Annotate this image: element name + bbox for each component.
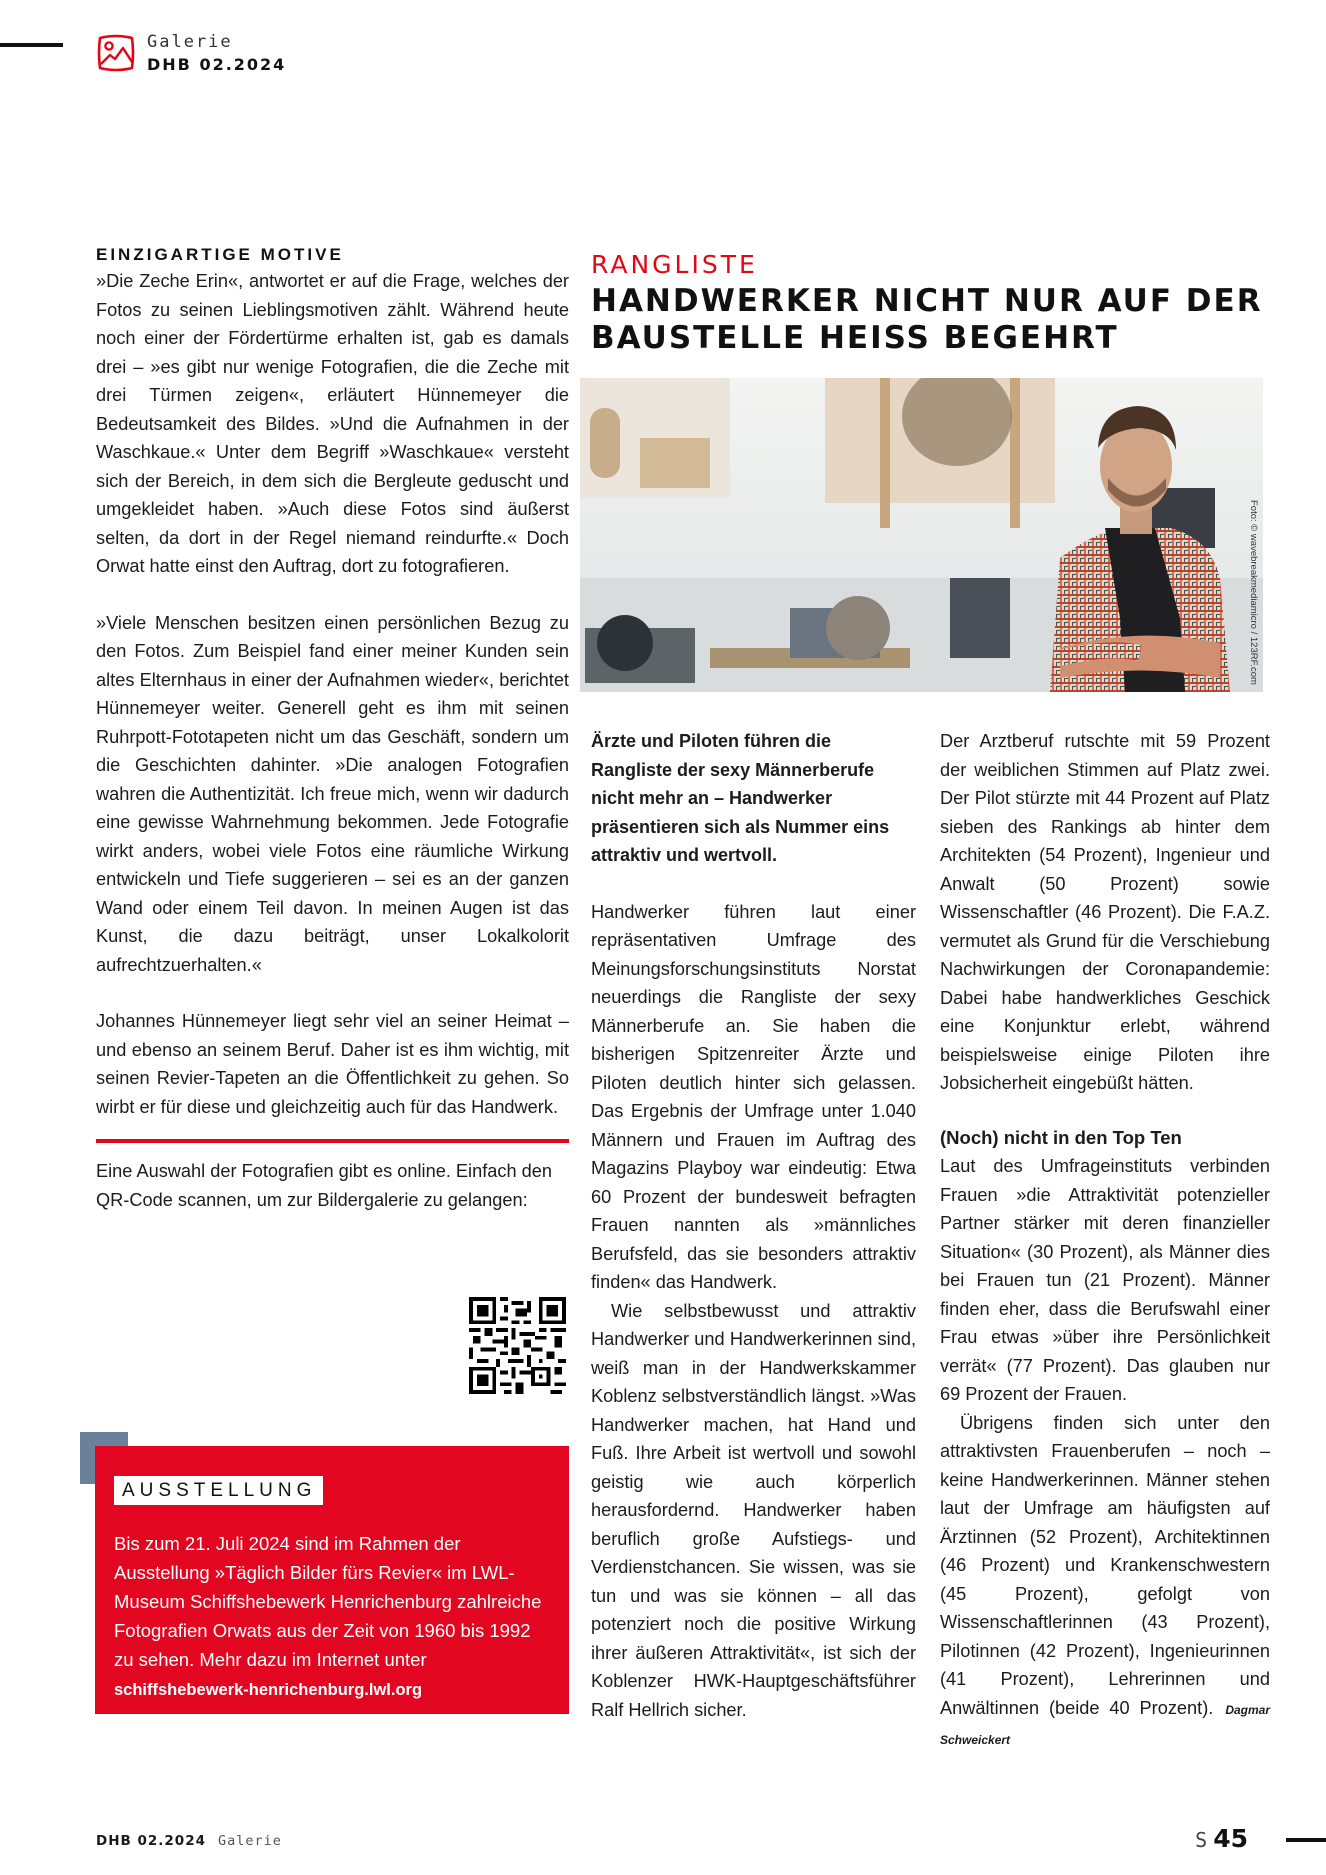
article-headline: HANDWERKER NICHT NUR AUF DER BAUSTELLE HEISS BEGEHRT [591,283,1263,356]
exhibition-link[interactable]: schiffshebewerk-henrichenburg.lwl.org [114,1681,423,1699]
exhibition-box [95,1446,569,1714]
page-footer-left [96,1833,282,1849]
bottom-right-rule [1286,1838,1326,1842]
exhibition-tag: AUSSTELLUNG [114,1476,323,1505]
image-gallery-icon [95,32,137,74]
article-byline: Dagmar Schweickert [940,1702,1270,1747]
qr-note: Eine Auswahl der Fotografien gibt es online. Einfach den QR-Code scannen, um zur Bildergalerie zu gelangen: [96,1161,552,1210]
qr-code-icon[interactable] [469,1297,566,1394]
footer-issue: DHB 02.2024 [96,1833,206,1849]
photo-credit: Foto: © wavebreakmediamicro / 123RF.com [1248,500,1259,685]
footer-section: Galerie [217,1833,282,1849]
body-paragraph: »Viele Menschen besitzen einen persönlichen Bezug zu den Fotos. Zum Beispiel fand einer meiner Kunden sein altes Elternhaus in einer der Aufnahmen wieder«, berichtet Hünnemeyer weiter. Generell geht es ihm mit seinen Ruhrpott-Fototapeten nicht um das Geschäft, sondern um die Geschichten dahinter. »Die analogen Fotografien wahren die Authentizität. Ich freue mich, wenn wir dadurch eine gewisse Wahrnehmung bekommen. Jede Fotografie wirkt anders, wobei viele Fotos eine räumliche Wirkung entwickeln und Tiefe suggerieren – sei es an der ganzen Wand oder einem Teil davon. In meinen Augen ist das Kunst, die dazu beiträgt, unser Lokalkolorit aufrechtzuerhalten.« [96,612,569,975]
article-paragraph: Wie selbstbewusst und attraktiv Handwerker und Handwerkerinnen sind, weiß man in der Handwerkskammer Koblenz selbstverständlich längst. »Was Handwerker machen, hat Hand und Fuß. Ihre Arbeit ist wertvoll und sowohl geistig wie auch körperlich herausfordernd. Handwerker haben beruflich große Aufstiegs- und Verdienstchancen. Sie wissen, was sie tun und was sie können – all das potenziert noch die positive Wirkung ihrer äußeren Attraktivität«, ist sich der Koblenzer HWK-Hauptgeschäftsführer Ralf Hellrich sicher. [591,1300,916,1720]
issue-label: DHB 02.2024 [147,54,287,74]
article-paragraph: Übrigens finden sich unter den attraktivsten Frauenberufen – noch – keine Handwerkerinnen. Männer stehen laut der Umfrage am häufigsten auf Ärztinnen (52 Prozent), Architektinnen (46 Prozent) und Krankenschwestern (45 Prozent), gefolgt von Wissenschaftlerinnen (43 Prozent), Pilotinnen (42 Prozent), Ingenieurinnen (41 Prozent), Lehrerinnen und Anwältinnen (beide 40 Prozent). Dagmar Schweickert [940,1412,1270,1747]
page-number-value: 45 [1213,1824,1248,1853]
red-divider [96,1139,569,1143]
article-middle-column [591,727,916,1724]
body-paragraph: »Die Zeche Erin«, antwortet er auf die Frage, welches der Fotos zu seinen Lieblingsmotiven zählt. Während heute noch einer der Fördertürme erhalten ist, gab es damals drei – »es gibt nur wenige Fotografien, die die Zeche mit drei Türmen zeigen«, erläutert Hünnemeyer die Bedeutsamkeit des Bildes. »Und die Aufnahmen in der Waschkaue.« Unter dem Begriff »Waschkaue« versteht sich der Bereich, in dem sich die Bergleute geduscht und umgekleidet haben. »Auch diese Fotos sind äußerst selten, da dort in der Regel niemand reindurfte.« Doch Orwat hatte einst den Auftrag, dort zu fotografieren. [96,271,569,576]
left-column [96,243,569,1214]
subhead-einzigartige-motive: EINZIGARTIGE MOTIVE [96,245,344,264]
page-header [95,32,286,74]
article-kicker: RANGLISTE [591,250,758,279]
article-lead: Ärzte und Piloten führen die Rangliste der sexy Männerberufe nicht mehr an – Handwerker präsentieren sich als Nummer eins attraktiv und wertvoll. [591,731,890,865]
article-right-column [940,727,1270,1755]
article-subhead: (Noch) nicht in den Top Ten [940,1126,1182,1148]
craftsman-photo-illustration [580,378,1263,692]
page-prefix: S [1195,1828,1208,1852]
article-paragraph: Handwerker führen laut einer repräsentativen Umfrage des Meinungsforschungsinstituts Norstat neuerdings die Rangliste der sexy Männerberufe an. Sie haben die bisherigen Spitzenreiter Ärzte und Piloten deutlich hinter sich gelassen. Das Ergebnis der Umfrage unter 1.040 Männern und Frauen im Auftrag des Magazins Playboy war eindeutig: Etwa 60 Prozent der bundesweit befragten Frauen nannten als »männliches Berufsfeld, das sie besonders attraktiv finden« das Handwerk. [591,901,916,1292]
page-number [1195,1824,1248,1853]
article-paragraph: Der Arztberuf rutschte mit 59 Prozent der weiblichen Stimmen auf Platz zwei. Der Pilot stürzte mit 44 Prozent auf Platz sieben des Rankings ab hinter dem Architekten (54 Prozent), Ingenieur und Anwalt (50 Prozent) sowie Wissenschaftler (46 Prozent). Die F.A.Z. vermutet als Grund für die Verschiebung Nachwirkungen der Coronapandemie: Dabei habe handwerkliches Geschick eine Konjunktur erlebt, während beispielsweise einige Piloten ihre Jobsicherheit eingebüßt hätten. [940,731,1270,1093]
article-paragraph: Laut des Umfrageinstituts verbinden Frauen »die Attraktivität potenzieller Partner stärker mit deren finanzieller Situation« (30 Prozent), als Männer dies bei Frauen tun (21 Prozent). Männer finden eher, dass die Berufswahl einer Frau etwas »über ihre Persönlichkeit verrät« (77 Prozent). Das glauben nur 69 Prozent der Frauen. [940,1156,1270,1404]
article-photo [580,378,1263,692]
top-left-rule [0,43,63,47]
exhibition-text: Bis zum 21. Juli 2024 sind im Rahmen der Ausstellung »Täglich Bilder fürs Revier« im LWL-Museum Schiffshebewerk Henrichenburg zahlreiche Fotografien Orwats aus der Zeit von 1960 bis 1992 zu sehen. Mehr dazu im Internet unter [114,1533,542,1670]
section-name: Galerie [147,31,233,52]
body-paragraph: Johannes Hünnemeyer liegt sehr viel an seiner Heimat – und ebenso an seinem Beruf. Daher ist es ihm wichtig, mit seinen Revier-Tapeten an die Öffentlichkeit zu gehen. So wirbt er für diese und gleichzeitig auch für das Handwerk. [96,1011,569,1117]
